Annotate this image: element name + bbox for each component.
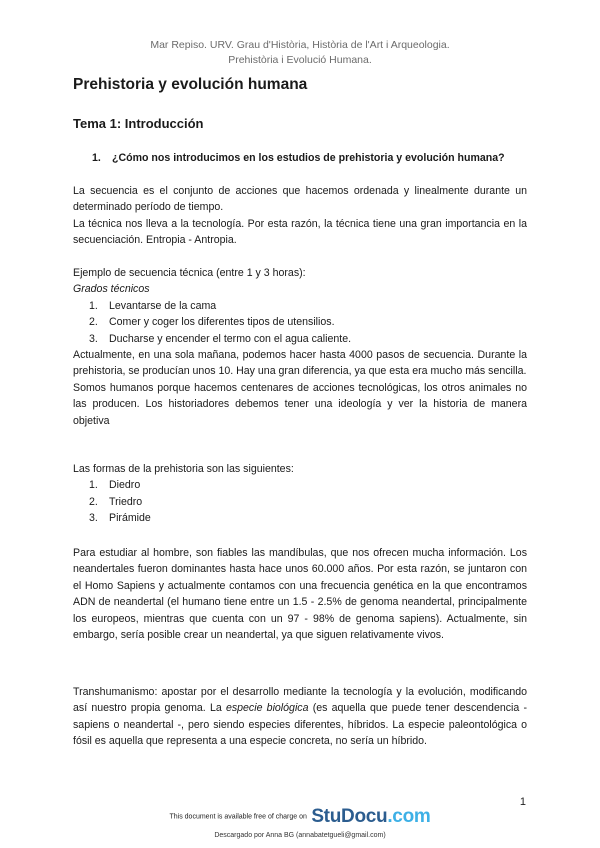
footer-notice-text: This document is available free of charge on <box>169 813 307 821</box>
list-item: 3. Pirámide <box>89 512 151 525</box>
header-line-1: Mar Repiso. URV. Grau d'Història, Història de l'Art i Arqueologia. <box>150 39 450 51</box>
download-notice: Descargado por Anna BG (annabatetgueli@gmail.com) <box>214 832 386 839</box>
example-intro: Ejemplo de secuencia técnica (entre 1 y 3 horas): <box>73 267 306 279</box>
paragraph-mandibulas: Para estudiar al hombre, son fiables las mandíbulas, que nos ofrecen mucha información. Los neandertales fueron dominantes hasta hace unos 60.000 años. Por esta razón, se juntaron con el Homo Sapiens y actualmente contamos con una frecuencia genética en la que encontramos ADN de neandertal (el humano tiene entre un 1.5 - 2.5% de genoma neandertal, principalmente los europeos, mientras que cuenta con un 97 - 98% de genoma sapiens). Actualmente, sin embargo, sería posible crear un neandertal, ya que siguen relativamente vivos. <box>73 547 527 642</box>
page-number: 1 <box>519 796 526 808</box>
list-item: 3. Ducharse y encender el termo con el agua caliente. <box>89 332 352 345</box>
page-header <box>0 38 600 68</box>
grados-tecnicos-label: Grados técnicos <box>73 283 150 296</box>
section-heading: Tema 1: Introducción <box>73 116 204 131</box>
list-item: 1. Diedro <box>89 479 141 492</box>
list-item: 1. Levantarse de la cama <box>89 299 217 312</box>
body-block-5 <box>73 684 527 750</box>
footer-notice <box>0 806 600 828</box>
forms-intro: Las formas de la prehistoria son las siguientes: <box>73 463 294 475</box>
paragraph-somos-humanos: Somos humanos porque hacemos centenares de acciones tecnológicas, los otros animales no las producen. Los historiadores debemos tener una ideología y ver la historia de manera objetiva <box>73 381 527 427</box>
question-number: 1. <box>92 152 101 164</box>
paragraph-actualmente: Actualmente, en una sola mañana, podemos hacer hasta 4000 pasos de secuencia. Durante la prehistoria, se producían unos 10. Hay una gran diferencia, ya que esta era mucho más sencilla. <box>73 349 527 378</box>
paragraph-transhumanismo: Transhumanismo: apostar por el desarrollo mediante la tecnología y la evolución, modificando así nuestro propia genoma. La especie biológica (es aquella que puede tener descendencia - sapiens o neandertal -, pero siendo especies diferentes, híbridos. La especie paleontológica o fósil es aquella que representa a una especie concreta, no sería un híbrido. <box>73 686 527 748</box>
forms-list <box>73 477 527 526</box>
paragraph-secuencia: La secuencia es el conjunto de acciones que hacemos ordenada y linealmente durante un determinado período de tiempo. <box>73 185 527 214</box>
body-block-4 <box>73 545 527 643</box>
question-text: ¿Cómo nos introducimos en los estudios de prehistoria y evolución humana? <box>112 152 505 164</box>
header-line-2: Prehistòria i Evolució Humana. <box>228 54 372 66</box>
studocu-logo[interactable]: StuDocu.com <box>311 806 431 827</box>
body-block-1 <box>73 183 527 249</box>
document-title: Prehistoria y evolución humana <box>73 76 308 93</box>
list-item: 2. Triedro <box>89 495 143 508</box>
body-block-3 <box>73 461 527 527</box>
steps-list <box>73 298 527 347</box>
list-item: 2. Comer y coger los diferentes tipos de utensilios. <box>89 316 335 329</box>
body-block-2 <box>73 265 527 429</box>
paragraph-tecnica: La técnica nos lleva a la tecnología. Por esta razón, la técnica tiene una gran importancia en la secuenciación. Entropia - Antropia. <box>73 217 527 247</box>
question-heading <box>92 152 505 164</box>
